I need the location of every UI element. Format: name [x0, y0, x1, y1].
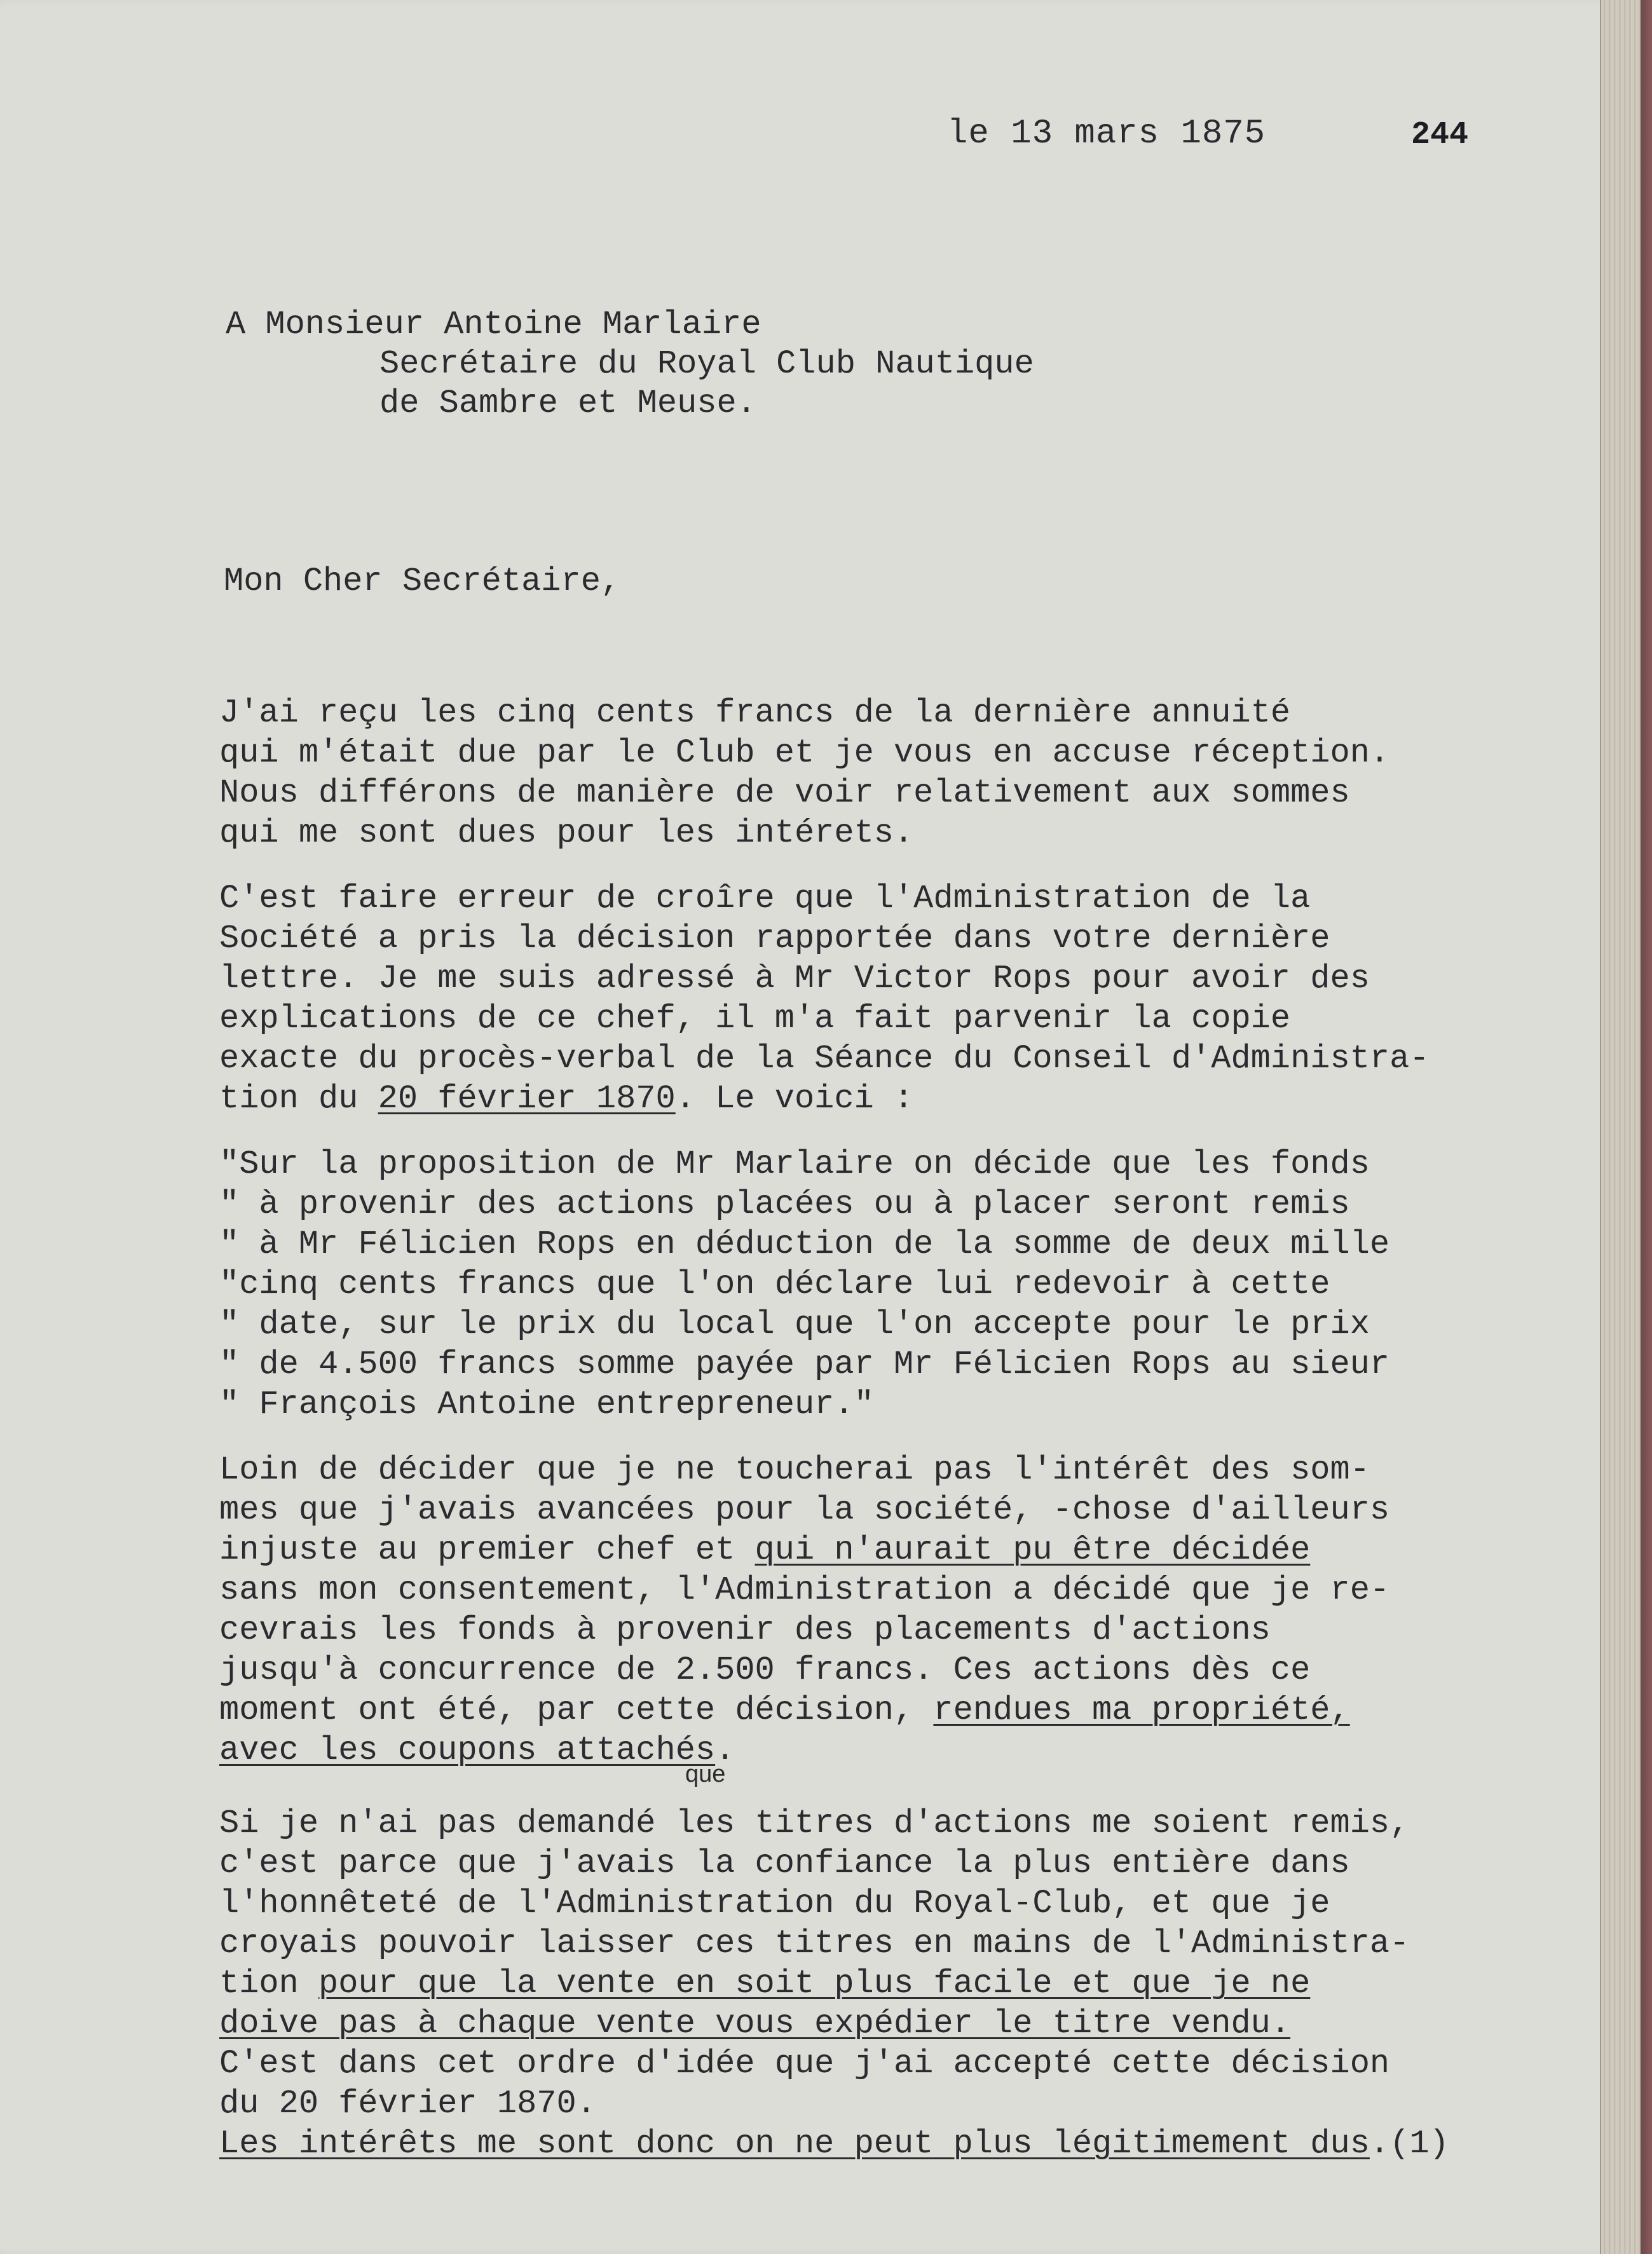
book-binding-edge	[1600, 0, 1652, 2254]
addressee-title-cont: de Sambre et Meuse.	[379, 385, 756, 422]
text-line: l'honnêteté de l'Administration du Royal-Club, et que je	[219, 1885, 1330, 1922]
text-line: Loin de décider que je ne toucherai pas l'intérêt des som-	[219, 1451, 1370, 1489]
text-line: c'est parce que j'avais la confiance la plus entière dans	[219, 1845, 1350, 1882]
handwritten-insertion: que	[685, 1761, 726, 1787]
text-line	[219, 1079, 1548, 1119]
underlined-date: 20 février 1870	[378, 1080, 676, 1117]
quoted-minutes	[219, 1144, 1548, 1424]
letter-date: le 13 mars 1875	[947, 114, 1266, 153]
book-spine	[1641, 0, 1652, 2254]
salutation: Mon Cher Secrétaire,	[224, 563, 621, 600]
text-fragment: . Le voici :	[675, 1080, 914, 1117]
paragraph-1	[219, 693, 1548, 853]
text-fragment: injuste au premier chef et	[219, 1531, 755, 1569]
text-fragment: tion	[219, 1965, 319, 2002]
text-line	[219, 2004, 1548, 2044]
underlined-text: doive pas à chaque vente vous expédier le titre vendu.	[219, 2005, 1291, 2042]
text-line: explications de ce chef, il m'a fait parvenir la copie	[219, 1000, 1291, 1037]
quote-line: " de 4.500 francs somme payée par Mr Félicien Rops au sieur	[219, 1346, 1390, 1383]
underlined-text: avec les coupons attachés	[219, 1731, 716, 1769]
text-line: jusqu'à concurrence de 2.500 francs. Ces actions dès ce	[219, 1651, 1311, 1689]
letter-body	[219, 693, 1548, 2189]
quote-line: " à provenir des actions placées ou à placer seront remis	[219, 1185, 1350, 1223]
text-line	[219, 2124, 1548, 2164]
underlined-text: Les intérêts me sont donc on ne peut plus légitimement dus	[219, 2125, 1370, 2162]
text-line: du 20 février 1870.	[219, 2085, 596, 2122]
addressee-block	[226, 305, 1034, 423]
text-line: croyais pouvoir laisser ces titres en mains de l'Administra-	[219, 1925, 1410, 1962]
underlined-text: pour que la vente en soit plus facile et que je ne	[318, 1965, 1311, 2002]
quote-line: " à Mr Félicien Rops en déduction de la somme de deux mille	[219, 1226, 1390, 1263]
underlined-text: qui n'aurait pu être décidée	[754, 1531, 1311, 1569]
text-line	[219, 1530, 1548, 1570]
text-line: mes que j'avais avancées pour la société, -chose d'ailleurs	[219, 1491, 1390, 1529]
text-line	[219, 1690, 1548, 1730]
text-fragment: moment ont été, par cette décision,	[219, 1691, 934, 1729]
text-line: C'est faire erreur de croîre que l'Administration de la	[219, 880, 1311, 917]
text-fragment: .	[715, 1731, 735, 1769]
paragraph-3	[219, 1450, 1548, 1770]
quote-line: " date, sur le prix du local que l'on accepte pour le prix	[219, 1306, 1370, 1343]
text-line: qui m'était due par le Club et je vous en accuse réception.	[219, 734, 1390, 772]
text-line: sans mon consentement, l'Administration a décidé que je re-	[219, 1571, 1390, 1609]
text-line: lettre. Je me suis adressé à Mr Victor Rops pour avoir des	[219, 960, 1370, 997]
footnote-marker: .(1)	[1369, 2125, 1449, 2162]
underlined-text: rendues ma propriété,	[933, 1691, 1350, 1729]
page-number: 244	[1411, 117, 1469, 153]
addressee-title: Secrétaire du Royal Club Nautique	[379, 345, 1034, 383]
text-line: J'ai reçu les cinq cents francs de la dernière annuité	[219, 694, 1291, 732]
text-fragment: tion du	[219, 1080, 378, 1117]
quote-line: " François Antoine entrepreneur."	[219, 1386, 874, 1423]
text-line: qui me sont dues pour les intérets.	[219, 814, 914, 852]
text-line: Si je n'ai pas demandé les titres d'actions me soient remis,	[219, 1805, 1410, 1842]
paragraph-4	[219, 1803, 1548, 2164]
text-line: Nous différons de manière de voir relativement aux sommes	[219, 774, 1350, 812]
paragraph-2	[219, 878, 1548, 1119]
text-line: C'est dans cet ordre d'idée que j'ai accepté cette décision	[219, 2045, 1390, 2082]
text-line: Société a pris la décision rapportée dans votre dernière	[219, 920, 1330, 957]
text-line: exacte du procès-verbal de la Séance du Conseil d'Administra-	[219, 1040, 1430, 1077]
text-line	[219, 1964, 1548, 2004]
addressee-name: A Monsieur Antoine Marlaire	[226, 306, 761, 343]
text-line	[219, 1730, 1548, 1770]
text-line: cevrais les fonds à provenir des placements d'actions	[219, 1611, 1271, 1649]
letter-header	[0, 114, 1652, 165]
quote-line: "cinq cents francs que l'on déclare lui redevoir à cette	[219, 1266, 1330, 1303]
quote-line: "Sur la proposition de Mr Marlaire on décide que les fonds	[219, 1145, 1370, 1183]
